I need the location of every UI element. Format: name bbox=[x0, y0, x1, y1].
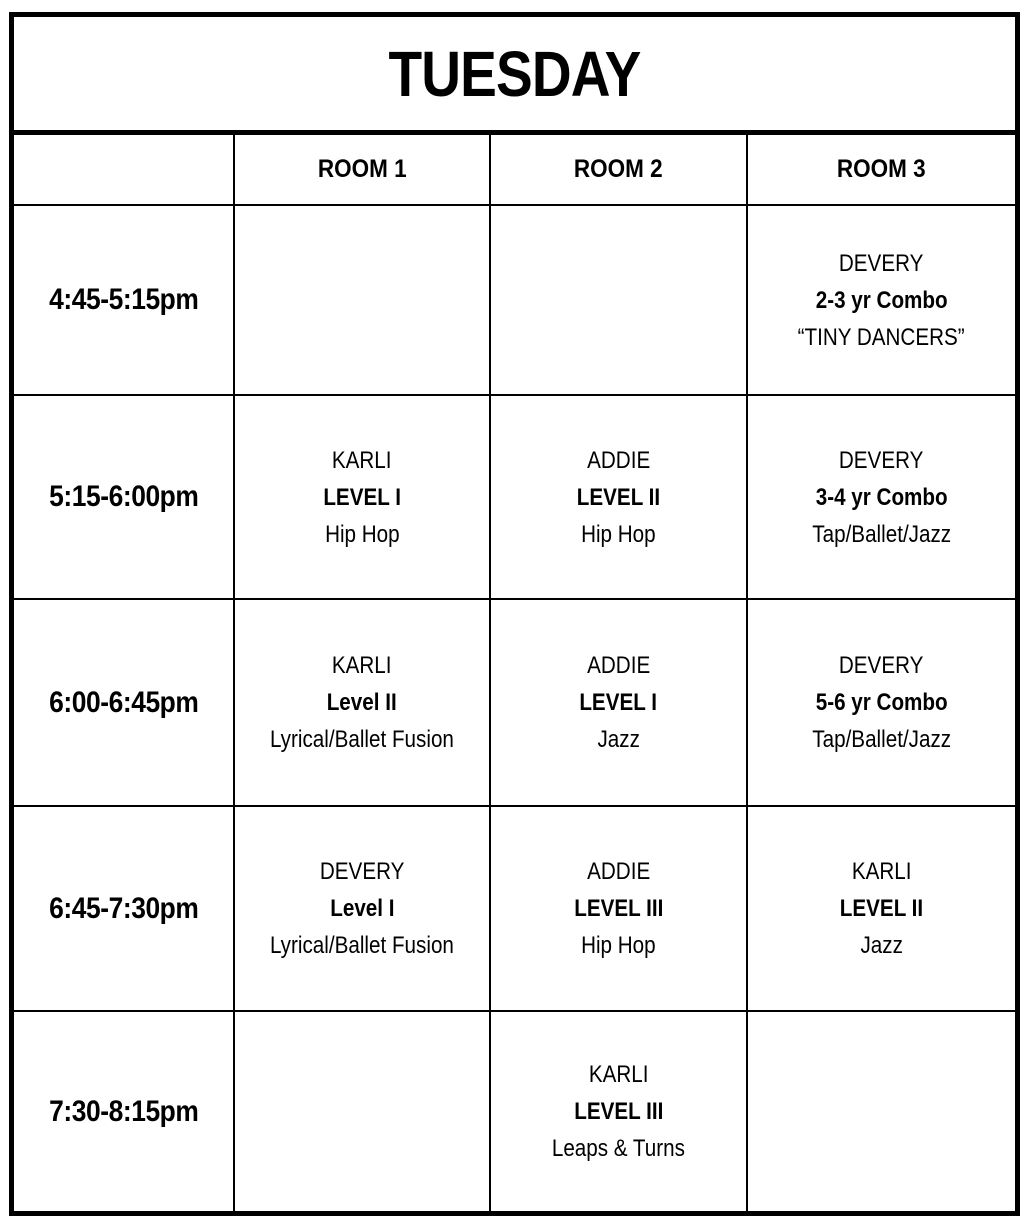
class-cell bbox=[235, 600, 491, 807]
page-title: TUESDAY bbox=[388, 37, 641, 110]
class-info bbox=[573, 647, 663, 758]
instructor-name: KARLI bbox=[332, 446, 392, 474]
time-cell bbox=[14, 600, 235, 807]
room-header-3 bbox=[748, 135, 1015, 206]
class-style: Jazz bbox=[597, 726, 640, 753]
class-level: LEVEL II bbox=[839, 895, 924, 922]
class-cell bbox=[491, 1012, 748, 1211]
title-bar bbox=[14, 17, 1015, 135]
class-cell bbox=[235, 807, 491, 1012]
time-label: 6:00-6:45pm bbox=[48, 685, 199, 719]
class-level: LEVEL I bbox=[323, 483, 401, 511]
class-level: 3-4 yr Combo bbox=[815, 483, 948, 511]
instructor-name: KARLI bbox=[588, 1061, 649, 1088]
class-style: Hip Hop bbox=[581, 520, 656, 548]
class-level: LEVEL I bbox=[579, 689, 658, 716]
class-cell bbox=[491, 600, 748, 807]
class-info bbox=[567, 853, 671, 964]
class-style: Lyrical/Ballet Fusion bbox=[270, 932, 454, 959]
class-cell bbox=[748, 807, 1015, 1012]
class-level: Level II bbox=[327, 689, 397, 716]
instructor-name: DEVERY bbox=[839, 249, 924, 277]
class-level: Level I bbox=[329, 895, 395, 922]
class-style: “TINY DANCERS” bbox=[797, 323, 966, 351]
class-cell-empty bbox=[491, 206, 748, 396]
class-style: Tap/Ballet/Jazz bbox=[812, 726, 951, 753]
class-info bbox=[801, 442, 962, 553]
instructor-name: KARLI bbox=[851, 858, 912, 885]
instructor-name: DEVERY bbox=[839, 446, 924, 474]
corner-cell bbox=[14, 135, 235, 206]
class-cell bbox=[748, 600, 1015, 807]
class-style: Hip Hop bbox=[581, 932, 656, 959]
class-style: Tap/Ballet/Jazz bbox=[812, 520, 951, 548]
class-info bbox=[317, 442, 407, 553]
time-label: 6:45-7:30pm bbox=[48, 891, 199, 925]
time-cell bbox=[14, 396, 235, 600]
class-info bbox=[541, 1056, 696, 1167]
class-style: Lyrical/Ballet Fusion bbox=[270, 726, 454, 753]
class-cell-empty bbox=[235, 1012, 491, 1211]
time-cell bbox=[14, 206, 235, 396]
class-style: Jazz bbox=[860, 932, 903, 959]
class-level: LEVEL III bbox=[573, 895, 664, 922]
time-label: 4:45-5:15pm bbox=[48, 283, 199, 316]
room-label: ROOM 3 bbox=[837, 155, 926, 183]
instructor-name: ADDIE bbox=[586, 858, 651, 885]
class-cell bbox=[748, 206, 1015, 396]
class-cell bbox=[491, 807, 748, 1012]
time-label: 5:15-6:00pm bbox=[48, 480, 199, 513]
time-label: 7:30-8:15pm bbox=[48, 1094, 199, 1128]
class-info bbox=[255, 647, 469, 758]
class-level: 5-6 yr Combo bbox=[815, 689, 948, 716]
class-info bbox=[570, 442, 667, 553]
instructor-name: DEVERY bbox=[839, 652, 924, 679]
time-cell bbox=[14, 807, 235, 1012]
class-info bbox=[801, 647, 962, 758]
class-cell bbox=[235, 396, 491, 600]
instructor-name: DEVERY bbox=[319, 858, 405, 885]
class-cell-empty bbox=[235, 206, 491, 396]
class-style: Leaps & Turns bbox=[551, 1135, 686, 1162]
class-level: 2-3 yr Combo bbox=[815, 286, 948, 314]
schedule-grid bbox=[14, 135, 1015, 1211]
room-label: ROOM 1 bbox=[317, 155, 407, 183]
class-style: Hip Hop bbox=[324, 520, 400, 548]
instructor-name: KARLI bbox=[332, 652, 392, 679]
class-level: LEVEL II bbox=[576, 483, 661, 511]
class-info bbox=[833, 853, 930, 964]
class-info bbox=[784, 245, 978, 356]
class-cell bbox=[748, 396, 1015, 600]
class-info bbox=[255, 853, 469, 964]
room-header-1 bbox=[235, 135, 491, 206]
instructor-name: ADDIE bbox=[586, 446, 651, 474]
class-cell bbox=[491, 396, 748, 600]
instructor-name: ADDIE bbox=[586, 652, 651, 679]
room-header-2 bbox=[491, 135, 748, 206]
room-label: ROOM 2 bbox=[574, 155, 663, 183]
schedule-table bbox=[9, 12, 1020, 1216]
class-level: LEVEL III bbox=[573, 1098, 664, 1125]
class-cell-empty bbox=[748, 1012, 1015, 1211]
time-cell bbox=[14, 1012, 235, 1211]
